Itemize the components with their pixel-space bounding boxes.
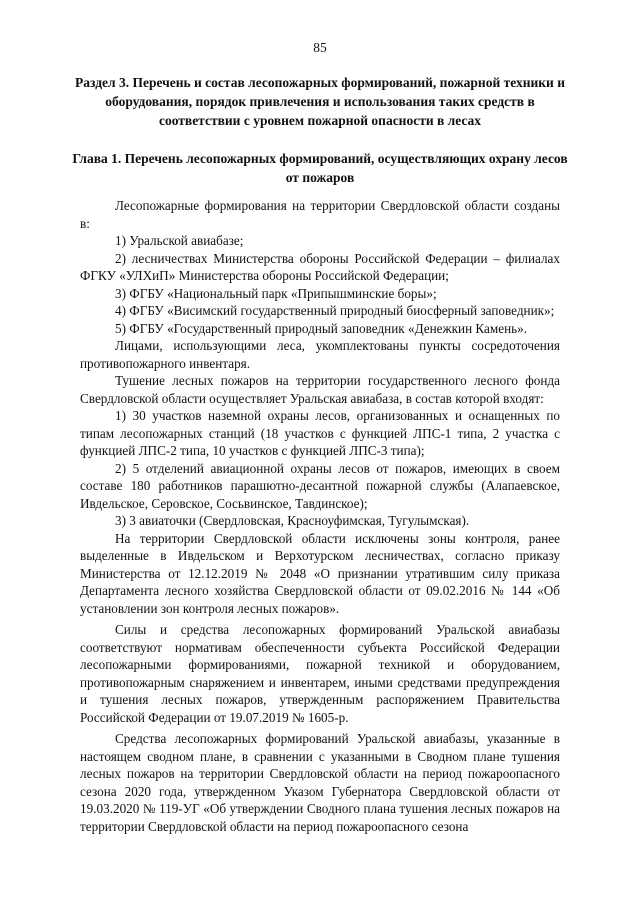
- list-item: 5) ФГБУ «Государственный природный заповедник «Денежкин Камень».: [115, 320, 528, 336]
- list-item: 2) лесничествах Министерства обороны Российской Федерации – филиалах ФГКУ «УЛХиП» Министерства обороны Российской Федерации;: [80, 250, 560, 283]
- paragraph: Средства лесопожарных формирований Уральской авиабазы, указанные в настоящем сводном плане, в сравнении с указанными в Сводном плане тушения лесных пожаров на территории Свердловской области на период пожароопасного сезона 2020 года, утвержденном Указом Губернатора Свердловской области от 19.03.2020 № 119-УГ «Об утверждении Сводного плана тушения лесных пожаров на территории Свердловской области на период пожароопасного сезона: [80, 731, 560, 834]
- list-item: 4) ФГБУ «Висимский государственный природный биосферный заповедник»;: [115, 303, 555, 318]
- paragraph-intro: Лесопожарные формирования на территории Свердловской области созданы в:: [80, 198, 560, 231]
- list-item: 1) 30 участков наземной охраны лесов, организованных и оснащенных по типам лесопожарных станций (18 участков с функцией ЛПС-1 типа, 2 участка с функцией ЛПС-2 типа, 10 участков с функцией ЛПС-3 типа);: [80, 408, 560, 458]
- paragraph: Тушение лесных пожаров на территории государственного лесного фонда Свердловской области осуществляет Уральская авиабаза, в состав которой входят:: [80, 373, 560, 406]
- chapter-title: Глава 1. Перечень лесопожарных формирований, осуществляющих охрану лесов от пожаров: [72, 151, 568, 185]
- list-item: 3) ФГБУ «Национальный парк «Припышминские боры»;: [115, 285, 437, 301]
- section-title: Раздел 3. Перечень и состав лесопожарных формирований, пожарной техники и оборудования, порядок привлечения и использования таких средств в соответствии с уровнем пожарной опасности в лесах: [75, 75, 565, 128]
- paragraph: Лицами, использующими леса, укомплектованы пункты сосредоточения противопожарного инвентаря.: [80, 338, 560, 371]
- list-item: 1) Уральской авиабазе;: [115, 233, 244, 248]
- paragraph: Силы и средства лесопожарных формирований Уральской авиабазы соответствуют нормативам обеспеченности субъекта Российской Федерации лесопожарными формированиями, пожарной техникой и оборудованием, противопожарным снаряжением и инвентарем, иными средствами предупреждения и тушения лесных пожаров, утвержденным распоряжением Правительства Российской Федерации от 19.07.2019 № 1605-р.: [80, 622, 560, 725]
- body-text: [80, 197, 560, 835]
- list-item: 2) 5 отделений авиационной охраны лесов от пожаров, имеющих в своем составе 180 работников парашютно-десантной пожарной службы (Алапаевское, Ивдельское, Серовское, Сосьвинское, Тавдинское);: [80, 460, 560, 511]
- list-item: 3) 3 авиаточки (Свердловская, Красноуфимская, Тугулымская).: [115, 513, 470, 528]
- paragraph: На территории Свердловской области исключены зоны контроля, ранее выделенные в Ивдельском и Верхотурском лесничествах, согласно приказу Министерства от 12.12.2019 № 2048 «О признании утратившим силу приказа Департамента лесного хозяйства Свердловской области от 09.02.2016 № 144 «Об установлении зон контроля лесных пожаров».: [80, 530, 560, 616]
- page-number: 85: [313, 40, 327, 55]
